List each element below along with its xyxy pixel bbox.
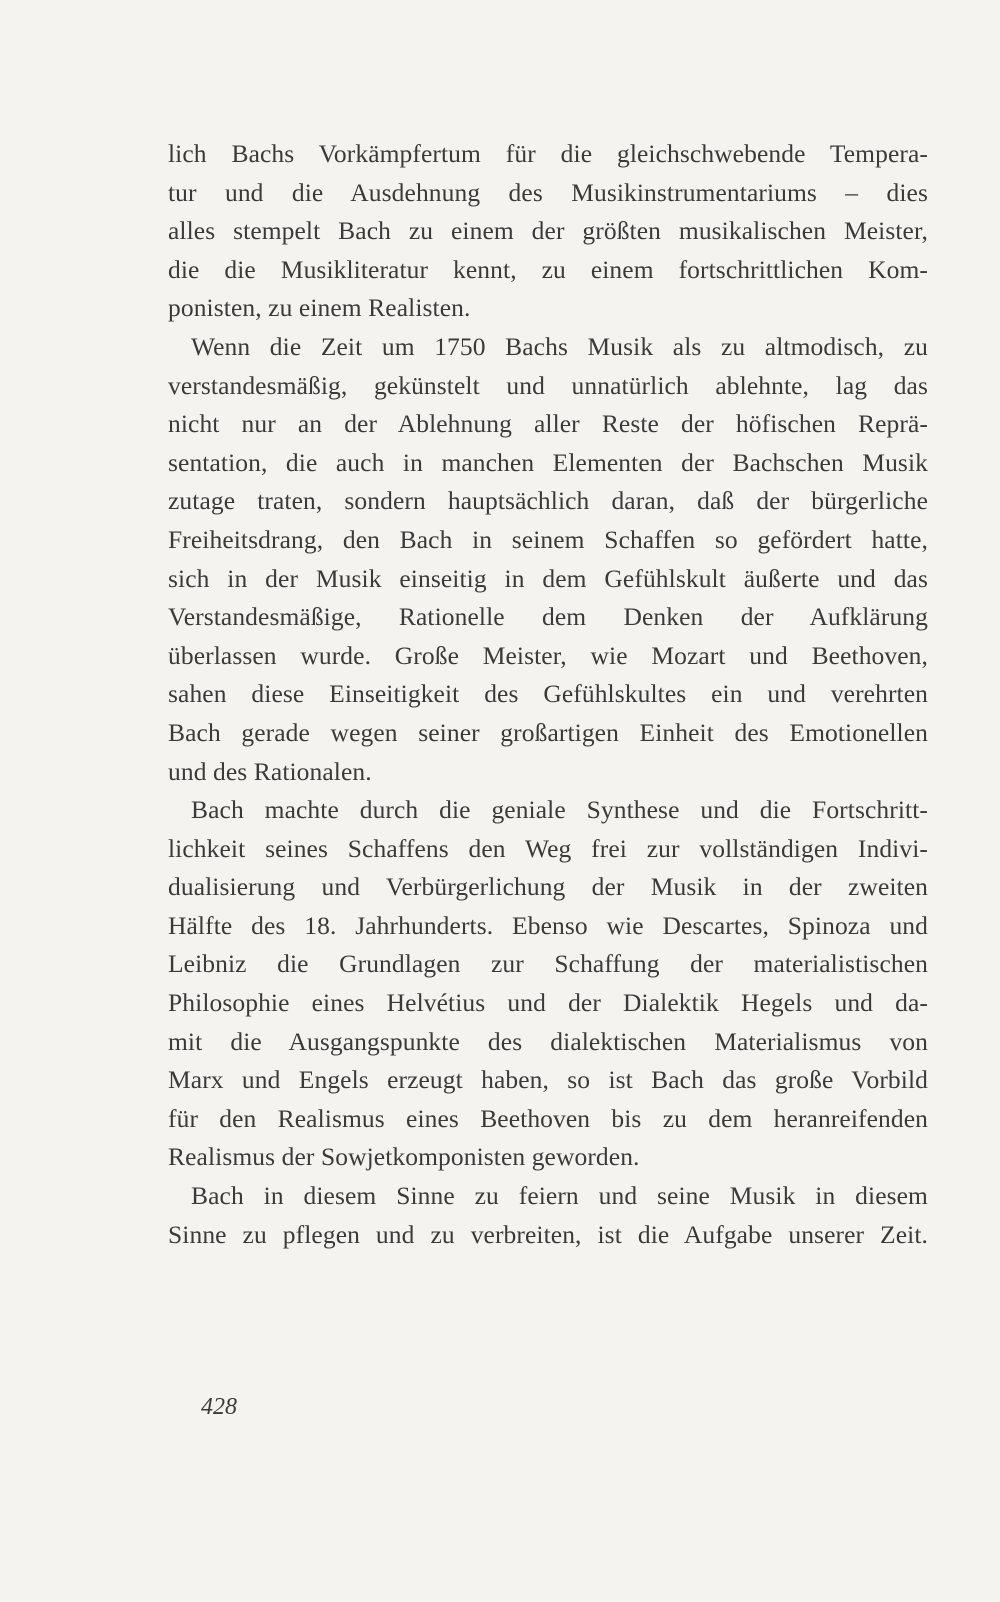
- text-line: nicht nur an der Ablehnung aller Reste der höfischen Reprä-: [168, 409, 928, 439]
- text-line: tur und die Ausdehnung des Musikinstrumentariums – dies: [168, 177, 928, 207]
- text-line: Marx und Engels erzeugt haben, so ist Bach das große Vorbild: [168, 1065, 928, 1095]
- text-line: Freiheitsdrang, den Bach in seinem Schaffen so gefördert hatte,: [168, 524, 928, 554]
- text-line: Realismus der Sowjetkomponisten geworden.: [168, 1142, 640, 1172]
- text-line: Hälfte des 18. Jahrhunderts. Ebenso wie Descartes, Spinoza und: [168, 910, 928, 940]
- text-line: lich Bachs Vorkämpfertum für die gleichschwebende Tempera-: [168, 139, 928, 168]
- text-line: Bach machte durch die geniale Synthese und die Fortschritt-: [191, 795, 928, 825]
- text-line: mit die Ausgangspunkte des dialektischen Materialismus von: [168, 1026, 928, 1056]
- text-line: lichkeit seines Schaffens den Weg frei zur vollständigen Indivi-: [168, 833, 928, 863]
- text-line: überlassen wurde. Große Meister, wie Mozart und Beethoven,: [168, 640, 928, 670]
- text-line: Philosophie eines Helvétius und der Dialektik Hegels und da-: [168, 988, 928, 1018]
- text-line: und des Rationalen.: [168, 756, 372, 786]
- body-text: [168, 135, 928, 1254]
- text-line: zutage traten, sondern hauptsächlich daran, daß der bürgerliche: [168, 486, 928, 516]
- text-line: für den Realismus eines Beethoven bis zu dem heranreifenden: [168, 1103, 928, 1133]
- text-line: Bach gerade wegen seiner großartigen Einheit des Emotionellen: [168, 717, 928, 747]
- text-line: sentation, die auch in manchen Elementen der Bachschen Musik: [168, 447, 928, 477]
- page-number: 428: [201, 1394, 237, 1420]
- text-line: Leibniz die Grundlagen zur Schaffung der materialistischen: [168, 949, 928, 979]
- text-line: die die Musikliteratur kennt, zu einem fortschrittlichen Kom-: [168, 254, 928, 284]
- text-line: dualisierung und Verbürgerlichung der Musik in der zweiten: [168, 872, 928, 902]
- text-line: ponisten, zu einem Realisten.: [168, 293, 471, 323]
- text-line: sich in der Musik einseitig in dem Gefühlskult äußerte und das: [168, 563, 928, 593]
- text-line: Bach in diesem Sinne zu feiern und seine Musik in diesem: [191, 1181, 928, 1211]
- text-line: Verstandesmäßige, Rationelle dem Denken der Aufklärung: [168, 602, 928, 632]
- text-line: sahen diese Einseitigkeit des Gefühlskultes ein und verehrten: [168, 679, 928, 709]
- text-line: Wenn die Zeit um 1750 Bachs Musik als zu altmodisch, zu: [191, 331, 928, 361]
- text-line: verstandesmäßig, gekünstelt und unnatürlich ablehnte, lag das: [168, 370, 928, 400]
- text-line: Sinne zu pflegen und zu verbreiten, ist die Aufgabe unserer Zeit.: [168, 1219, 928, 1249]
- text-line: alles stempelt Bach zu einem der größten musikalischen Meister,: [168, 216, 928, 246]
